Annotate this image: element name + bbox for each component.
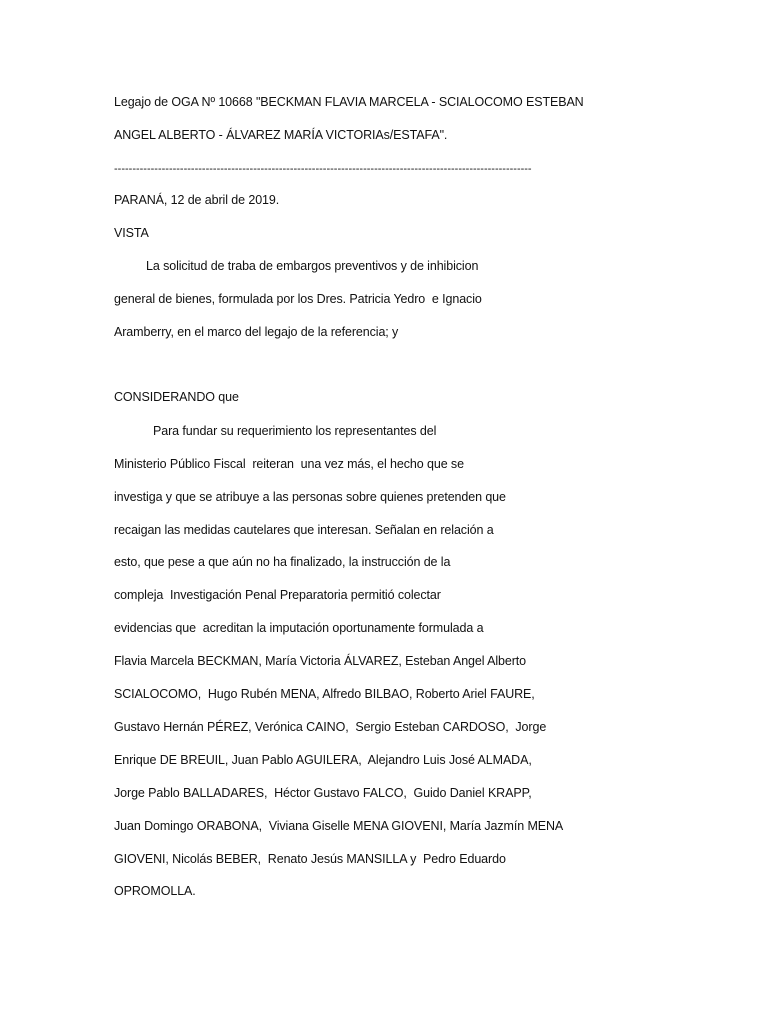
vista-paragraph-line: general de bienes, formulada por los Dres. Patricia Yedro e Ignacio: [114, 292, 482, 306]
considerando-heading: CONSIDERANDO que: [114, 390, 239, 404]
considerando-paragraph-line: SCIALOCOMO, Hugo Rubén MENA, Alfredo BILBAO, Roberto Ariel FAURE,: [114, 687, 535, 701]
separator-line: ------------------------------------------------------------------------------------------------------------------: [114, 163, 532, 175]
considerando-paragraph-line: Para fundar su requerimiento los representantes del: [153, 424, 437, 438]
considerando-paragraph-line: Juan Domingo ORABONA, Viviana Giselle MENA GIOVENI, María Jazmín MENA: [114, 819, 564, 833]
considerando-paragraph-line: investiga y que se atribuye a las personas sobre quienes pretenden que: [114, 490, 506, 504]
considerando-paragraph-line: esto, que pese a que aún no ha finalizado, la instrucción de la: [114, 555, 451, 569]
considerando-paragraph-line: Enrique DE BREUIL, Juan Pablo AGUILERA, Alejandro Luis José ALMADA,: [114, 753, 532, 767]
considerando-paragraph-line: recaigan las medidas cautelares que interesan. Señalan en relación a: [114, 523, 494, 537]
considerando-paragraph-line: Flavia Marcela BECKMAN, María Victoria ÁLVAREZ, Esteban Angel Alberto: [114, 654, 527, 668]
considerando-paragraph-line: OPROMOLLA.: [114, 884, 196, 898]
vista-heading: VISTA: [114, 226, 149, 240]
considerando-paragraph-line: Ministerio Público Fiscal reiteran una vez más, el hecho que se: [114, 457, 464, 471]
considerando-paragraph-line: evidencias que acreditan la imputación oportunamente formulada a: [114, 621, 484, 635]
case-header-line-2: ANGEL ALBERTO - ÁLVAREZ MARÍA VICTORIAs/ESTAFA".: [114, 128, 448, 142]
considerando-paragraph-line: GIOVENI, Nicolás BEBER, Renato Jesús MANSILLA y Pedro Eduardo: [114, 852, 506, 866]
vista-paragraph-line: La solicitud de traba de embargos preventivos y de inhibicion: [146, 259, 479, 273]
date-line: PARANÁ, 12 de abril de 2019.: [114, 193, 280, 207]
case-header-line-1: Legajo de OGA Nº 10668 "BECKMAN FLAVIA MARCELA - SCIALOCOMO ESTEBAN: [114, 95, 584, 109]
considerando-paragraph-line: Jorge Pablo BALLADARES, Héctor Gustavo FALCO, Guido Daniel KRAPP,: [114, 786, 532, 800]
considerando-paragraph-line: compleja Investigación Penal Preparatoria permitió colectar: [114, 588, 441, 602]
considerando-paragraph-line: Gustavo Hernán PÉREZ, Verónica CAINO, Sergio Esteban CARDOSO, Jorge: [114, 720, 547, 734]
vista-paragraph-line: Aramberry, en el marco del legajo de la referencia; y: [114, 325, 399, 339]
